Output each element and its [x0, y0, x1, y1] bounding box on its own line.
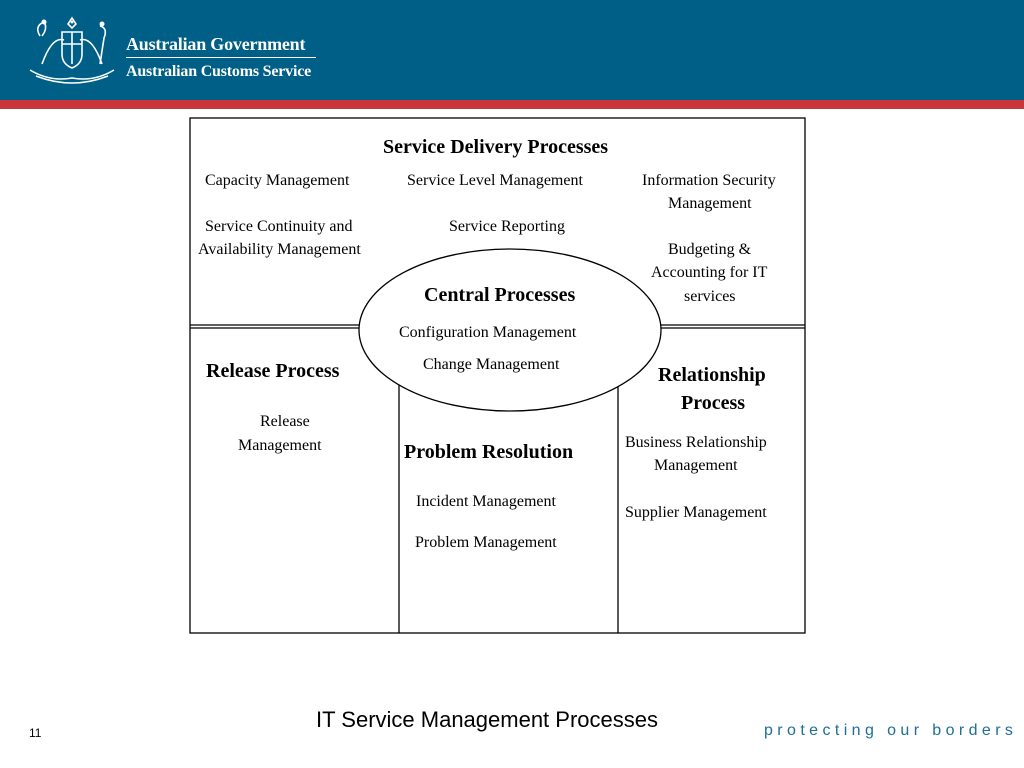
- tagline: protecting our borders: [764, 722, 1018, 739]
- information-security-label-line1: Information Security: [642, 172, 776, 189]
- problem-resolution-title: Problem Resolution: [404, 441, 574, 463]
- business-relationship-label-line1: Business Relationship: [625, 434, 767, 451]
- capacity-management-label: Capacity Management: [205, 172, 350, 189]
- release-management-label-line1: Release: [260, 413, 310, 430]
- service-delivery-title: Service Delivery Processes: [383, 136, 609, 158]
- central-processes-title: Central Processes: [424, 284, 576, 306]
- service-reporting-label: Service Reporting: [449, 218, 565, 235]
- agency-name: Australian Customs Service: [126, 63, 312, 80]
- budgeting-label-line2: Accounting for IT: [651, 264, 768, 281]
- business-relationship-label-line2: Management: [654, 457, 738, 474]
- page-number: 11: [29, 726, 42, 740]
- problem-management-label: Problem Management: [415, 534, 557, 551]
- supplier-management-label: Supplier Management: [625, 504, 767, 521]
- service-continuity-label-line2: Availability Management: [198, 241, 361, 258]
- slide-caption: IT Service Management Processes: [316, 707, 658, 732]
- relationship-process-title-line2: Process: [681, 392, 746, 414]
- release-management-label-line2: Management: [238, 437, 322, 454]
- budgeting-label-line3: services: [684, 288, 736, 305]
- service-level-management-label: Service Level Management: [407, 172, 583, 189]
- information-security-label-line2: Management: [668, 195, 752, 212]
- configuration-management-label: Configuration Management: [399, 324, 577, 341]
- incident-management-label: Incident Management: [416, 493, 556, 510]
- release-process-title: Release Process: [206, 360, 340, 382]
- change-management-label: Change Management: [423, 356, 560, 373]
- service-continuity-label-line1: Service Continuity and: [205, 218, 353, 235]
- relationship-process-title-line1: Relationship: [658, 364, 766, 386]
- government-name: Australian Government: [126, 34, 306, 54]
- budgeting-label-line1: Budgeting &: [668, 241, 752, 258]
